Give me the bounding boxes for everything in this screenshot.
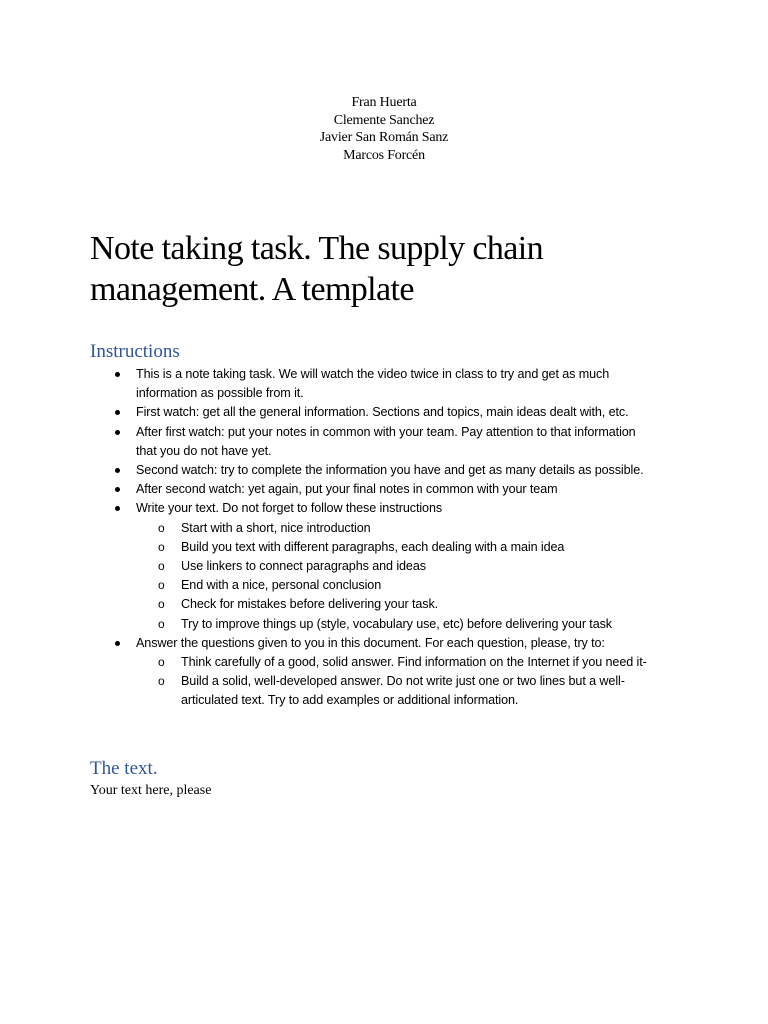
instruction-text-line: information as possible from it. bbox=[136, 386, 304, 401]
instruction-subitem bbox=[90, 538, 690, 557]
instruction-subitem-text-line: Think carefully of a good, solid answer. Find information on the Internet if you need it- bbox=[181, 655, 647, 670]
instruction-subitem-text-line: End with a nice, personal conclusion bbox=[181, 578, 382, 593]
instruction-subitem-text-line: Try to improve things up (style, vocabulary use, etc) before delivering your task bbox=[181, 616, 613, 631]
instruction-item bbox=[90, 423, 690, 461]
author-list bbox=[0, 94, 768, 164]
instruction-subitem-text-line: articulated text. Try to add examples or additional information. bbox=[181, 693, 519, 708]
text-section-heading: The text. bbox=[90, 758, 158, 779]
instruction-text-line: Second watch: try to complete the information you have and get as many details as possible. bbox=[136, 463, 644, 478]
instruction-subitem-text-line: Start with a short, nice introduction bbox=[181, 520, 371, 535]
bullet-dot-icon bbox=[115, 487, 120, 492]
instruction-text-line: Write your text. Do not forget to follow these instructions bbox=[136, 501, 443, 516]
instructions-heading: Instructions bbox=[90, 341, 180, 362]
instruction-subitem-text-line: Build a solid, well-developed answer. Do not write just one or two lines but a well- bbox=[181, 674, 625, 689]
instruction-text-line: First watch: get all the general information. Sections and topics, main ideas dealt with, etc. bbox=[136, 405, 629, 420]
instruction-subitem bbox=[90, 576, 690, 595]
instruction-subitem bbox=[90, 653, 690, 672]
instruction-item bbox=[90, 634, 690, 653]
instruction-text-line: This is a note taking task. We will watch the video twice in class to try and get as much bbox=[136, 367, 610, 381]
instruction-item bbox=[90, 365, 690, 403]
document-title-line: management. A template bbox=[90, 271, 414, 308]
author-name: Marcos Forcén bbox=[343, 147, 425, 163]
instruction-text-line: After second watch: yet again, put your final notes in common with your team bbox=[136, 482, 558, 497]
sub-bullet-circle-icon: o bbox=[158, 655, 165, 670]
author-name: Fran Huerta bbox=[351, 95, 417, 110]
instruction-item bbox=[90, 403, 690, 422]
instruction-subitem-text-line: Check for mistakes before delivering your task. bbox=[181, 597, 439, 612]
bullet-dot-icon bbox=[115, 430, 120, 435]
document-title bbox=[90, 228, 690, 310]
sub-bullet-circle-icon: o bbox=[158, 520, 165, 535]
instruction-text-line: that you do not have yet. bbox=[136, 443, 272, 458]
author-name: Javier San Román Sanz bbox=[319, 130, 449, 145]
sub-bullet-circle-icon: o bbox=[158, 616, 165, 631]
bullet-dot-icon bbox=[115, 468, 120, 473]
sub-bullet-circle-icon: o bbox=[158, 674, 165, 689]
instruction-text-line: After first watch: put your notes in common with your team. Pay attention to that information bbox=[136, 424, 636, 439]
instruction-subitem-text-line: Use linkers to connect paragraphs and ideas bbox=[181, 559, 426, 574]
instruction-text-line: Answer the questions given to you in this document. For each question, please, try to: bbox=[136, 635, 605, 650]
instructions-list bbox=[90, 365, 690, 711]
instruction-item bbox=[90, 461, 690, 480]
sub-bullet-circle-icon: o bbox=[158, 559, 165, 574]
instruction-subitem bbox=[90, 519, 690, 538]
document-title-line: Note taking task. The supply chain bbox=[90, 230, 543, 267]
bullet-dot-icon bbox=[115, 506, 120, 511]
bullet-dot-icon bbox=[115, 372, 120, 377]
instruction-subitem bbox=[90, 672, 690, 710]
instruction-subitem bbox=[90, 557, 690, 576]
instruction-item bbox=[90, 480, 690, 499]
sub-bullet-circle-icon: o bbox=[158, 578, 165, 593]
instruction-subitem-text-line: Build you text with different paragraphs, each dealing with a main idea bbox=[181, 539, 565, 554]
text-section-body: Your text here, please bbox=[90, 783, 212, 798]
instruction-subitem bbox=[90, 595, 690, 614]
instruction-subitem bbox=[90, 615, 690, 634]
bullet-dot-icon bbox=[115, 641, 120, 646]
instruction-item bbox=[90, 499, 690, 518]
bullet-dot-icon bbox=[115, 410, 120, 415]
sub-bullet-circle-icon: o bbox=[158, 539, 165, 554]
sub-bullet-circle-icon: o bbox=[158, 597, 165, 612]
author-name: Clemente Sanchez bbox=[333, 112, 435, 128]
